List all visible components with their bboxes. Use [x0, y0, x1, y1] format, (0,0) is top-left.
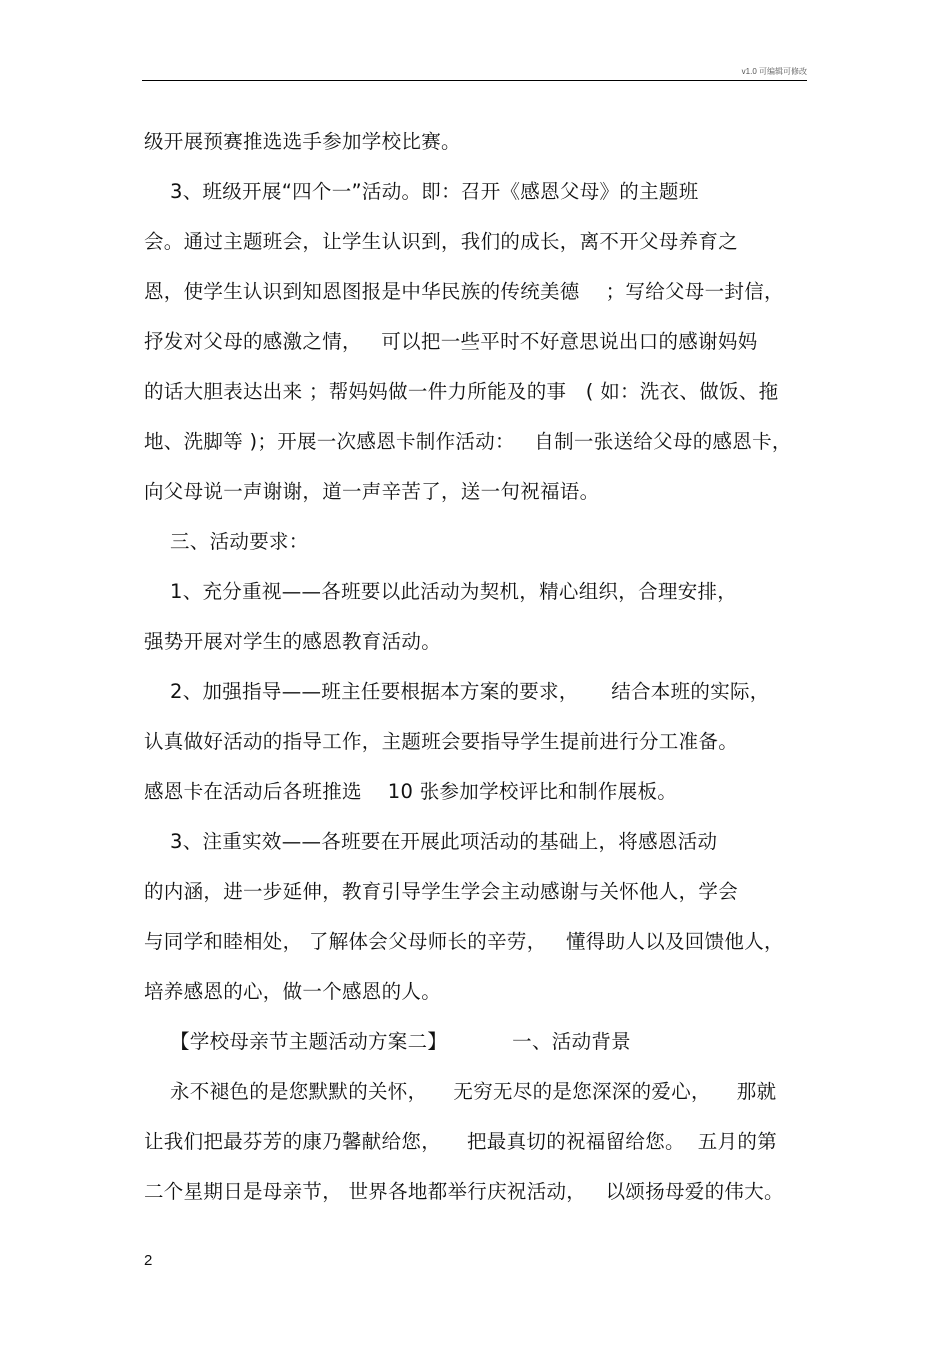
text-line: 1、充分重视——各班要以此活动为契机，精心组织，合理安排，: [144, 580, 738, 603]
text-line: 与同学和睦相处， 了解体会父母师长的辛劳， 懂得助人以及回馈他人，: [144, 930, 784, 953]
text-line: 的话大胆表达出来 ；帮妈妈做一件力所能及的事 ( 如：洗衣、做饭、拖: [144, 380, 779, 403]
text-line: 2、加强指导——班主任要根据本方案的要求， 结合本班的实际，: [144, 680, 770, 703]
text-line: 向父母说一声谢谢，道一声辛苦了，送一句祝福语。: [144, 480, 600, 503]
text-line: 永不褪色的是您默默的关怀， 无穷无尽的是您深深的爱心， 那就: [144, 1080, 777, 1103]
text-line: 二个星期日是母亲节， 世界各地都举行庆祝活动， 以颂扬母爱的伟大。: [144, 1180, 784, 1203]
text-line: 级开展预赛推选选手参加学校比赛。: [144, 130, 461, 153]
page-number: 2: [144, 1252, 153, 1269]
text-line: 强势开展对学生的感恩教育活动。: [144, 630, 442, 653]
text-line: 培养感恩的心，做一个感恩的人。: [144, 980, 442, 1003]
text-line: 恩，使学生认识到知恩图报是中华民族的传统美德 ；写给父母一封信，: [144, 280, 784, 303]
text-line: 会。通过主题班会，让学生认识到，我们的成长，离不开父母养育之: [144, 230, 739, 253]
text-line: 的内涵，进一步延伸，教育引导学生学会主动感谢与关怀他人，学会: [144, 880, 739, 903]
header-rule: [142, 80, 807, 81]
text-line: 让我们把最芬芳的康乃馨献给您， 把最真切的祝福留给您。 五月的第: [144, 1130, 777, 1153]
section-heading: 【学校母亲节主题活动方案二】 一、活动背景: [144, 1030, 631, 1053]
text-line: 感恩卡在活动后各班推选 10 张参加学校评比和制作展板。: [144, 780, 678, 803]
text-line: 地、洗脚等 )；开展一次感恩卡制作活动： 自制一张送给父母的感恩卡，: [144, 430, 792, 453]
header-version-text: v1.0 可编辑可修改: [741, 67, 807, 76]
text-line: 抒发对父母的感激之情， 可以把一些平时不好意思说出口的感谢妈妈: [144, 330, 758, 353]
text-line: 3、班级开展“四个一”活动。即：召开《感恩父母》的主题班: [144, 180, 699, 203]
text-line: 3、注重实效——各班要在开展此项活动的基础上，将感恩活动: [144, 830, 718, 853]
text-line: 认真做好活动的指导工作，主题班会要指导学生提前进行分工准备。: [144, 730, 739, 753]
section-heading: 三、活动要求：: [144, 530, 309, 553]
